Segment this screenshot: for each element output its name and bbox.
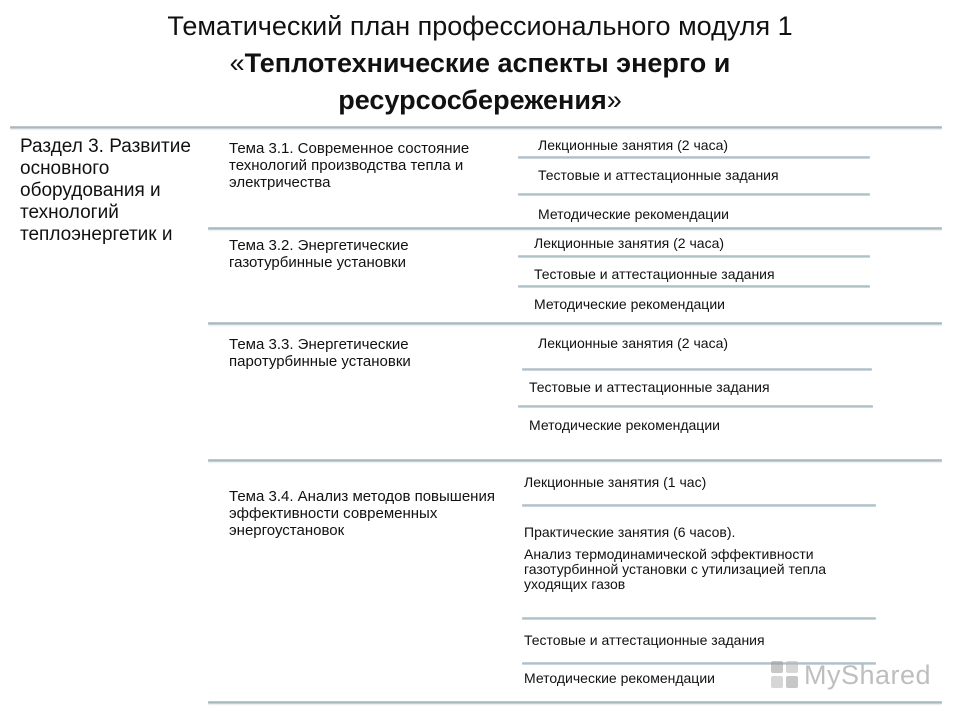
topic-3-2-subline-1	[518, 255, 870, 258]
topic-3-3-subline-2	[518, 405, 873, 408]
topic-3-1-title: Тема 3.1. Современное состояние технологий производства тепла и электричества	[229, 140, 470, 191]
topic-3-4-lectures: Лекционные занятия (1 час)	[524, 474, 707, 490]
watermark-text: MyShared	[804, 659, 932, 690]
topic-3-3-guidelines: Методические рекомендации	[529, 417, 720, 433]
topic-divider-3	[208, 459, 942, 462]
topic-3-1-guidelines: Методические рекомендации	[538, 206, 729, 222]
topic-3-2-title: Тема 3.2. Энергетические газотурбинные установки	[229, 237, 409, 271]
slide-title	[0, 8, 960, 119]
topic-3-3-tests: Тестовые и аттестационные задания	[529, 379, 770, 395]
topic-3-1-lectures: Лекционные занятия (2 часа)	[538, 137, 729, 153]
title-line-3	[0, 82, 960, 119]
topic-3-4-practice: Практические занятия (6 часов).	[524, 524, 736, 540]
title-line-3-text: ресурсосбережения	[338, 85, 607, 115]
topic-3-4-title: Тема 3.4. Анализ методов повышения эффективности современных энергоустановок	[229, 488, 495, 539]
table-top-divider	[10, 126, 942, 129]
myshared-watermark	[770, 658, 931, 692]
topic-3-1-tests: Тестовые и аттестационные задания	[538, 167, 779, 183]
topic-3-2-subline-2	[518, 285, 870, 288]
topic-3-2-guidelines: Методические рекомендации	[534, 296, 725, 312]
title-close-quote: »	[606, 85, 622, 115]
topic-3-2-tests: Тестовые и аттестационные задания	[534, 266, 775, 282]
topic-3-3-title: Тема 3.3. Энергетические паротурбинные установки	[229, 336, 411, 370]
topic-3-4-practice-description: Анализ термодинамической эффективности газотурбинной установки с утилизацией тепла уходящих газов	[524, 546, 827, 592]
topic-divider-2	[208, 322, 942, 325]
topic-3-1-subline-2	[518, 193, 870, 196]
title-line-2	[0, 45, 960, 82]
title-line-1: Тематический план профессионального модуля 1	[167, 11, 793, 41]
title-line-2-text: Теплотехнические аспекты энерго и	[244, 48, 731, 78]
topic-divider-1	[208, 227, 942, 230]
topic-3-4-tests: Тестовые и аттестационные задания	[524, 632, 765, 648]
topic-3-2-lectures: Лекционные занятия (2 часа)	[534, 235, 725, 251]
topic-3-4-subline-2	[522, 617, 876, 620]
topic-3-1-subline-1	[518, 156, 870, 159]
title-open-quote: «	[229, 48, 245, 78]
section-label: Раздел 3. Развитие основного оборудования и технологий теплоэнергетик и	[20, 136, 191, 245]
myshared-logo-icon	[770, 660, 800, 690]
topic-3-4-guidelines: Методические рекомендации	[524, 670, 715, 686]
topic-3-3-subline-1	[522, 368, 872, 371]
topic-3-3-lectures: Лекционные занятия (2 часа)	[538, 335, 729, 351]
table-bottom-divider	[208, 701, 942, 704]
topic-3-4-subline-1	[522, 504, 876, 507]
